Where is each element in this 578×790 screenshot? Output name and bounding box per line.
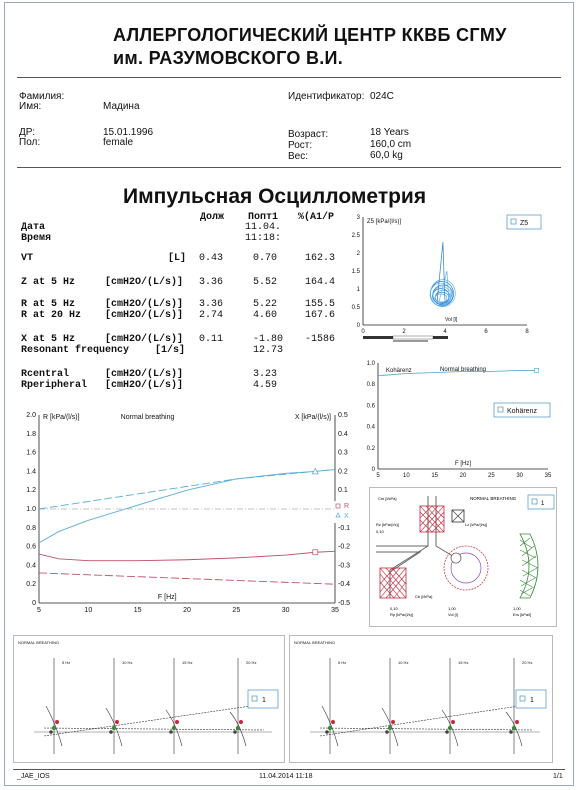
bottom-panel-title: NORMAL BREATHING bbox=[18, 640, 60, 645]
row-name: R at 20 Hz bbox=[21, 310, 82, 321]
row-pct: -1586 bbox=[305, 334, 336, 345]
bottom-panel-right bbox=[289, 635, 553, 763]
row-meas: 12.73 bbox=[253, 345, 284, 356]
z5-y-tick: 3 bbox=[356, 215, 360, 221]
time-value: 11:18: bbox=[245, 233, 282, 244]
inertance-cross bbox=[452, 510, 464, 522]
rx-y-tick-right: -0.5 bbox=[338, 600, 351, 607]
row-unit: [cmH2O/(L/s)] bbox=[105, 299, 184, 310]
height-label: Рост: bbox=[288, 140, 313, 151]
row-pred: 0.11 bbox=[199, 334, 224, 345]
rx-y-tick-right: 0.5 bbox=[338, 412, 348, 419]
coh-x-tick: 5 bbox=[376, 473, 380, 479]
model-diagram-svg bbox=[370, 488, 556, 626]
rx-y-tick-right: 0.2 bbox=[338, 468, 348, 476]
rx-series-line bbox=[39, 470, 335, 543]
row-unit: [L] bbox=[168, 253, 187, 264]
z5-y-label: Z5 [kPa/(l/s)] bbox=[367, 219, 402, 225]
model-val-3: 1,00 bbox=[448, 606, 456, 611]
rx-legend-label-r: R bbox=[344, 503, 350, 510]
coherence-chart-svg bbox=[360, 355, 556, 485]
sex-value: female bbox=[103, 137, 134, 148]
bottom-panel-freq-label: 10 Hz bbox=[398, 660, 409, 665]
bottom-panel-freq-label: 5 Hz bbox=[338, 660, 347, 665]
lung-circle-outer bbox=[444, 546, 488, 590]
rx-y-label-right: X [kPa/(l/s)] bbox=[294, 414, 331, 421]
rx-y-tick-left: 1.2 bbox=[26, 487, 36, 495]
bottom-panel-point-red bbox=[331, 720, 335, 724]
coh-marker bbox=[535, 368, 539, 372]
bottom-panel-point-dark bbox=[385, 730, 389, 734]
divider bbox=[17, 167, 561, 168]
row-name: Resonant frequency bbox=[21, 345, 130, 356]
bottom-panel-point-green bbox=[236, 726, 240, 730]
coh-x-tick: 20 bbox=[459, 473, 467, 479]
row-meas: 5.52 bbox=[253, 277, 278, 288]
name-label: Имя: bbox=[19, 101, 42, 112]
bottom-panel-freq-label: 20 Hz bbox=[522, 660, 533, 665]
rx-y-tick-left: 0.8 bbox=[26, 524, 36, 532]
surname-label: Фамилия: bbox=[19, 91, 65, 102]
divider bbox=[17, 77, 561, 78]
coh-y-tick: 0.2 bbox=[366, 445, 375, 452]
bottom-panel-trend bbox=[320, 728, 532, 730]
bottom-panel-point-dark bbox=[49, 730, 53, 734]
model-label-rz: Rz [kPa/(l/s)] bbox=[376, 522, 399, 527]
coh-y-tick: 1.0 bbox=[366, 361, 375, 367]
row-pred: 2.74 bbox=[199, 310, 224, 321]
airway-tube bbox=[390, 496, 456, 598]
z5-x-tick: 8 bbox=[525, 329, 529, 335]
bottom-panel-point-green bbox=[52, 726, 56, 730]
rx-y-tick-left: 1.4 bbox=[26, 468, 36, 476]
bottom-panel-trend bbox=[44, 728, 264, 730]
coh-legend-label: Kohärenz bbox=[507, 408, 537, 415]
col-pred: Долж bbox=[200, 212, 225, 223]
bottom-panel-point-red bbox=[451, 720, 455, 724]
z5-volume-bar-window bbox=[393, 336, 433, 339]
row-unit: [cmH2O/(L/s)] bbox=[105, 310, 184, 321]
resistance-mesh-upper-pattern bbox=[420, 506, 444, 532]
bottom-panel-freq-label: 15 Hz bbox=[458, 660, 469, 665]
z5-x-tick: 0 bbox=[361, 329, 365, 335]
bottom-panel-legend-label: 1 bbox=[262, 697, 266, 704]
rx-x-tick: 30 bbox=[281, 607, 290, 614]
row-name: Rcentral bbox=[21, 369, 70, 380]
bottom-panel-point-red bbox=[175, 720, 179, 724]
rx-y-tick-right: -0.3 bbox=[338, 562, 351, 570]
header-line2: им. РАЗУМОВСКОГО В.И. bbox=[113, 48, 344, 68]
rx-y-tick-left: 2.0 bbox=[26, 412, 36, 419]
z5-y-tick: 0 bbox=[356, 323, 360, 329]
bottom-panel-freq-label: 20 Hz bbox=[246, 660, 257, 665]
row-name: VT bbox=[21, 253, 34, 264]
bottom-panel-point-red bbox=[515, 720, 519, 724]
height-value: 160,0 cm bbox=[370, 139, 412, 150]
time-label: Время bbox=[21, 233, 52, 244]
bottom-panel-point-green bbox=[512, 726, 516, 730]
row-unit: [cmH2O/(L/s)] bbox=[105, 369, 184, 380]
bottom-panel-title: NORMAL BREATHING bbox=[294, 640, 336, 645]
coh-y-tick: 0.6 bbox=[366, 403, 375, 410]
coh-x-tick: 35 bbox=[544, 473, 552, 479]
rx-legend-label-x: X bbox=[344, 513, 349, 520]
test-title: Импульсная Осциллометрия bbox=[123, 185, 427, 208]
rx-series-line bbox=[39, 551, 335, 560]
row-pred: 0.43 bbox=[199, 253, 224, 264]
bottom-panel-point-red bbox=[391, 720, 395, 724]
model-label-ers: Ers [kPa/l] bbox=[513, 612, 532, 617]
rx-marker-r bbox=[313, 550, 318, 555]
bottom-panel-point-green bbox=[172, 726, 176, 730]
z5-x-tick: 6 bbox=[484, 329, 488, 335]
rx-series-line bbox=[39, 573, 335, 584]
model-diagram bbox=[369, 487, 557, 627]
row-meas: 3.23 bbox=[253, 369, 278, 380]
dob-value: 15.01.1996 bbox=[103, 127, 154, 138]
model-label-rp: Rp [kPa/(l/s)] bbox=[390, 612, 414, 617]
bottom-panel-point-dark bbox=[445, 730, 449, 734]
bottom-panel-freq-label: 5 Hz bbox=[62, 660, 71, 665]
model-val-1: 0,10 bbox=[376, 529, 384, 534]
bottom-panel-point-dark bbox=[169, 730, 173, 734]
rx-x-label: F [Hz] bbox=[157, 594, 177, 601]
row-pct: 167.6 bbox=[305, 310, 336, 321]
row-unit: [cmH2O/(L/s)] bbox=[105, 334, 184, 345]
row-meas: 4.60 bbox=[253, 310, 278, 321]
row-pct: 164.4 bbox=[305, 277, 336, 288]
bottom-panel-freq-label: 15 Hz bbox=[182, 660, 193, 665]
bottom-panel-point-green bbox=[328, 726, 332, 730]
rx-chart bbox=[13, 405, 363, 623]
model-val-4: 1,00 bbox=[513, 606, 521, 611]
weight-value: 60,0 kg bbox=[370, 150, 403, 161]
row-pct: 155.5 bbox=[305, 299, 336, 310]
row-pct: 162.3 bbox=[305, 253, 336, 264]
rx-y-tick-right: -0.1 bbox=[338, 524, 351, 532]
bottom-panel-point-red bbox=[55, 720, 59, 724]
lung-node bbox=[451, 553, 461, 563]
model-label-lz: Lz [kPa/(l/s)] bbox=[465, 522, 488, 527]
z5-chart-svg bbox=[349, 209, 557, 349]
footer-left: _JAE_IOS bbox=[17, 773, 50, 780]
row-meas: 5.22 bbox=[253, 299, 278, 310]
bottom-panel-legend-label: 1 bbox=[530, 697, 534, 704]
rx-series-line bbox=[39, 470, 335, 509]
bottom-panel-freq-label: 10 Hz bbox=[122, 660, 133, 665]
footer-right: 1/1 bbox=[553, 773, 563, 780]
rx-x-tick: 10 bbox=[84, 607, 93, 614]
z5-y-tick: 1.5 bbox=[351, 269, 360, 275]
name-value: Мадина bbox=[103, 101, 140, 112]
row-pred: 3.36 bbox=[199, 277, 224, 288]
model-label-vol: Vol [l] bbox=[448, 612, 458, 617]
rx-y-tick-left: 1.8 bbox=[26, 430, 36, 438]
row-name: X at 5 Hz bbox=[21, 334, 76, 345]
coh-x-tick: 30 bbox=[516, 473, 524, 479]
coh-y-tick: 0 bbox=[371, 467, 375, 473]
coherence-chart bbox=[360, 355, 556, 485]
rx-x-tick: 15 bbox=[133, 607, 142, 614]
bottom-panel-trend bbox=[44, 704, 264, 736]
z5-y-tick: 0.5 bbox=[351, 305, 360, 311]
z5-y-tick: 2 bbox=[356, 251, 360, 257]
row-unit: [1/s] bbox=[155, 345, 186, 356]
id-value: 024C bbox=[370, 91, 394, 102]
bottom-panel-left-svg bbox=[14, 636, 284, 762]
rx-chart-svg bbox=[13, 405, 363, 623]
model-val-2: 0,10 bbox=[390, 606, 398, 611]
report-page bbox=[4, 2, 574, 786]
row-name: Rperipheral bbox=[21, 380, 88, 391]
model-title: NORMAL BREATHING bbox=[470, 496, 517, 501]
row-unit: [cmH2O/(L/s)] bbox=[105, 380, 184, 391]
date-label: Дата bbox=[21, 222, 46, 233]
row-meas: -1.80 bbox=[253, 334, 284, 345]
z5-y-tick: 2.5 bbox=[351, 233, 360, 239]
row-unit: [cmH2O/(L/s)] bbox=[105, 277, 184, 288]
bottom-panel-right-svg bbox=[290, 636, 552, 762]
rx-title: Normal breathing bbox=[120, 414, 175, 421]
resistance-mesh-lower-pattern bbox=[380, 568, 406, 598]
rx-y-tick-left: 1.6 bbox=[26, 449, 36, 457]
bottom-panel-point-dark bbox=[509, 730, 513, 734]
model-label-cb: Cb [l/kPa] bbox=[415, 594, 433, 599]
z5-x-tick: 4 bbox=[443, 329, 447, 335]
row-name: R at 5 Hz bbox=[21, 299, 76, 310]
z5-legend-label: Z5 bbox=[520, 220, 529, 227]
rx-y-tick-left: 0.6 bbox=[26, 543, 36, 551]
rx-y-tick-right: 0.1 bbox=[338, 487, 348, 495]
coh-x-tick: 25 bbox=[487, 473, 495, 479]
coh-y-tick: 0.8 bbox=[366, 382, 375, 389]
bottom-panel-point-dark bbox=[233, 730, 237, 734]
bottom-panel-point-red bbox=[115, 720, 119, 724]
z5-chart bbox=[349, 209, 557, 349]
rx-y-tick-right: 0.3 bbox=[338, 449, 348, 457]
z5-volume-sub-bar bbox=[393, 340, 428, 342]
age-label: Возраст: bbox=[288, 129, 329, 140]
id-label: Идентификатор: bbox=[288, 91, 365, 102]
date-value: 11.04. bbox=[245, 222, 282, 233]
bottom-panel-left bbox=[13, 635, 285, 763]
bottom-panel-trend bbox=[320, 704, 532, 736]
rx-y-tick-left: 0 bbox=[32, 600, 36, 607]
model-legend-label: 1 bbox=[541, 501, 545, 507]
rx-y-tick-right: -0.4 bbox=[338, 581, 351, 589]
model-label-cm: Cm [l/kPa] bbox=[378, 496, 397, 501]
bottom-panel-point-red bbox=[239, 720, 243, 724]
rx-x-tick: 20 bbox=[183, 607, 191, 614]
rx-y-tick-left: 0.4 bbox=[26, 562, 36, 570]
rx-x-tick: 5 bbox=[37, 607, 41, 614]
row-name: Z at 5 Hz bbox=[21, 277, 76, 288]
coh-title: Normal breathing bbox=[439, 367, 487, 373]
bottom-panel-point-dark bbox=[325, 730, 329, 734]
rx-x-tick: 35 bbox=[331, 607, 339, 614]
coh-x-tick: 15 bbox=[431, 473, 439, 479]
coh-x-label: F [Hz] bbox=[455, 461, 471, 467]
rx-y-tick-left: 0.2 bbox=[26, 581, 36, 589]
col-post: Попт1 bbox=[248, 212, 279, 223]
sex-label: Пол: bbox=[19, 137, 41, 148]
rx-y-tick-left: 1.0 bbox=[26, 506, 36, 513]
bottom-panel-point-green bbox=[448, 726, 452, 730]
bottom-panel-point-dark bbox=[109, 730, 113, 734]
row-pred: 3.36 bbox=[199, 299, 224, 310]
col-pct: %(A1/P bbox=[298, 212, 335, 223]
z5-y-tick: 1 bbox=[356, 287, 360, 293]
dob-label: ДР: bbox=[19, 127, 36, 138]
footer-divider bbox=[13, 769, 565, 770]
rx-x-tick: 25 bbox=[232, 607, 241, 614]
rx-y-label-left: R [kPa/(l/s)] bbox=[43, 414, 80, 421]
bottom-panel-point-green bbox=[388, 726, 392, 730]
rx-y-tick-right: -0.2 bbox=[338, 543, 351, 551]
coh-y-tick: 0.4 bbox=[366, 424, 375, 431]
z5-x-tick: 2 bbox=[402, 329, 406, 335]
z5-x-label: Vol [l] bbox=[445, 317, 458, 323]
bottom-panel-point-green bbox=[112, 726, 116, 730]
age-value: 18 Years bbox=[370, 127, 409, 138]
rx-y-tick-right: 0.4 bbox=[338, 430, 348, 438]
row-meas: 4.59 bbox=[253, 380, 278, 391]
row-meas: 0.70 bbox=[253, 253, 278, 264]
coh-x-tick: 10 bbox=[402, 473, 410, 479]
header-line1: АЛЛЕРГОЛОГИЧЕСКИЙ ЦЕНТР ККВБ СГМУ bbox=[113, 25, 507, 45]
footer-center: 11.04.2014 11:18 bbox=[259, 773, 313, 780]
weight-label: Вес: bbox=[288, 151, 309, 162]
coh-y-label: Kohärenz bbox=[386, 368, 412, 374]
